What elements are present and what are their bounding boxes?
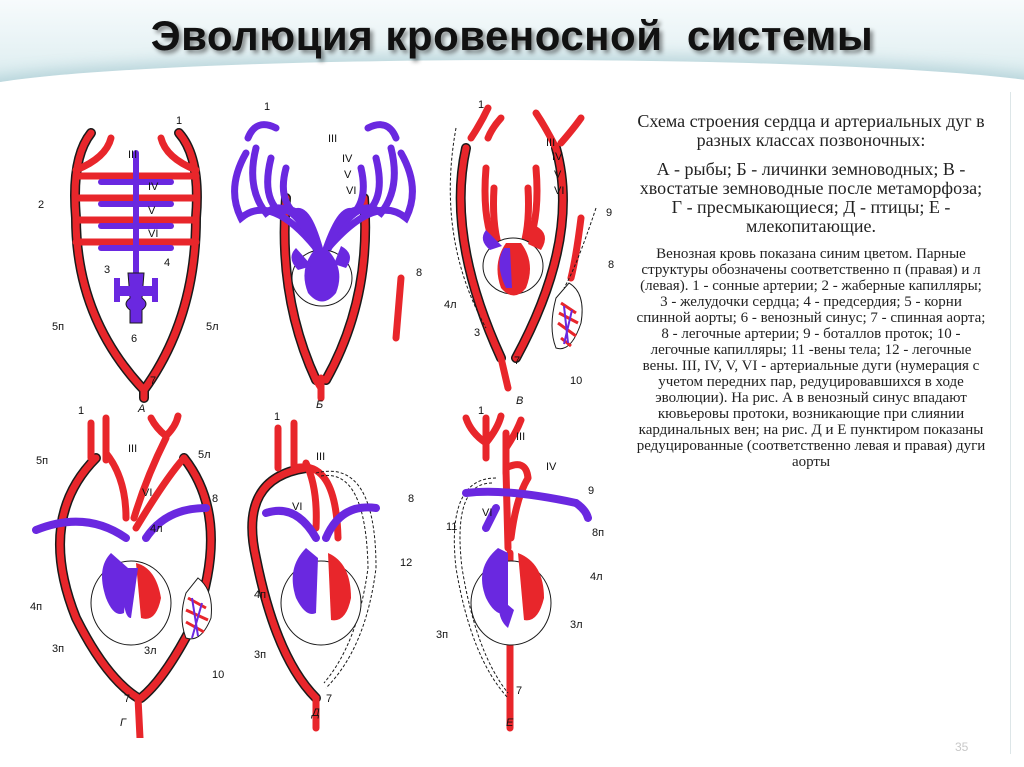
- label-g-10: 10: [212, 669, 225, 681]
- label-a-1: 1: [176, 115, 183, 127]
- label-g-8: 8: [212, 493, 219, 505]
- panel-e: [436, 405, 604, 729]
- label-d-12: 12: [400, 557, 413, 569]
- label-d-VI: VI: [292, 501, 303, 513]
- label-g-7: 7: [124, 693, 131, 705]
- heart-arches-diagram: [16, 98, 626, 738]
- label-e-7: 7: [516, 685, 523, 697]
- label-b-1: 1: [264, 101, 271, 113]
- panel-v: [444, 99, 614, 407]
- label-b-VI: VI: [346, 185, 357, 197]
- label-d-7: 7: [326, 693, 333, 705]
- label-d-3p: 3п: [254, 649, 267, 661]
- caption-e: Е: [506, 717, 514, 729]
- label-v-IV: IV: [552, 151, 563, 163]
- label-a-VI: VI: [148, 228, 159, 240]
- label-v-9: 9: [606, 207, 613, 219]
- label-d-1: 1: [274, 411, 281, 423]
- label-g-5l: 5л: [198, 449, 211, 461]
- label-v-7: 7: [514, 355, 521, 367]
- label-v-3: 3: [474, 327, 481, 339]
- page-number: 35: [955, 740, 969, 754]
- label-a-5l: 5л: [206, 321, 219, 333]
- label-e-1: 1: [478, 405, 485, 417]
- label-b-8: 8: [416, 267, 423, 279]
- label-g-3l: 3л: [144, 645, 157, 657]
- label-b-III: III: [328, 133, 338, 145]
- label-e-III: III: [516, 431, 526, 443]
- caption-b: Б: [316, 399, 324, 411]
- label-e-VI: VI: [482, 507, 493, 519]
- caption-a: А: [138, 403, 146, 415]
- label-d-8: 8: [408, 493, 415, 505]
- caption-v: В: [516, 395, 524, 407]
- label-b-IV: IV: [342, 153, 353, 165]
- label-g-1: 1: [78, 405, 85, 417]
- label-a-3: 3: [104, 264, 111, 276]
- label-a-III: III: [128, 149, 138, 161]
- intro-paragraph: Схема строения сердца и артериальных дуг в разных классах позвоночных:: [637, 111, 985, 150]
- label-a-IV: IV: [148, 181, 159, 193]
- label-v-VI: VI: [554, 185, 565, 197]
- panel-b: [235, 101, 423, 411]
- label-e-3p: 3п: [436, 629, 449, 641]
- label-v-4l: 4л: [444, 299, 457, 311]
- label-v-V: V: [554, 169, 562, 181]
- caption-g: Г: [120, 717, 126, 729]
- label-e-IV: IV: [546, 461, 557, 473]
- label-a-2: 2: [38, 199, 45, 211]
- label-g-VI: VI: [142, 487, 153, 499]
- label-g-3p: 3п: [52, 643, 65, 655]
- label-a-6: 6: [131, 333, 138, 345]
- label-e-3l: 3л: [570, 619, 583, 631]
- label-e-8p: 8п: [592, 527, 605, 539]
- label-g-5p: 5п: [36, 455, 49, 467]
- header-swoosh: [0, 60, 1024, 95]
- label-d-4p: 4п: [254, 589, 267, 601]
- classes-paragraph: А - рыбы; Б - личинки земноводных; В - хвостатые земноводные после метаморфоза; Г - пресмыкающиеся; Д - птицы; Е - млекопитающие.: [639, 159, 983, 236]
- label-a-V: V: [148, 205, 156, 217]
- label-g-4p: 4п: [30, 601, 43, 613]
- label-a-7: 7: [150, 375, 157, 387]
- label-v-III: III: [546, 137, 556, 149]
- panel-d: [252, 411, 414, 728]
- label-v-1: 1: [478, 99, 485, 111]
- label-a-5p: 5п: [52, 321, 65, 333]
- legend-paragraph: Венозная кровь показана синим цветом. Парные структуры обозначены соответственно п (правая) и л (левая). 1 - сонные артерии; 2 - жаберные капилляры; 3 - желудочки сердца; 4 - предсердия; 5 - корни спинной аорты; 6 - венозный синус; 7 - спинная аорта; 8 - легочные артерии; 9 - боталлов проток; 10 - легочные капилляры; 11 -вены тела; 12 - легочные вены. III, IV, V, VI - артериальные дуги (нумерация с учетом передних пар, редуцировавшихся в ходе эволюции). На рис. А в венозный синус впадают кювьеровы протоки, возникающие при слиянии кардинальных вен; на рис. Д и Е пунктиром показаны редуцированные (соответственно левая и правая) дуги аорты: [636, 246, 986, 470]
- label-v-10: 10: [570, 375, 583, 387]
- heart-arches-figure: [16, 98, 626, 738]
- label-d-III: III: [316, 451, 326, 463]
- label-e-11: 11: [446, 521, 458, 533]
- slide-title: Эволюция кровеносной системы: [150, 12, 874, 59]
- label-e-4l: 4л: [590, 571, 603, 583]
- description-column: [636, 112, 986, 470]
- caption-d: Д: [312, 707, 320, 719]
- panel-a: [38, 115, 219, 415]
- label-g-III: III: [128, 443, 138, 455]
- label-a-4: 4: [164, 257, 171, 269]
- label-g-4l: 4л: [150, 523, 163, 535]
- label-v-8: 8: [608, 259, 615, 271]
- label-e-9: 9: [588, 485, 595, 497]
- label-b-V: V: [344, 169, 352, 181]
- panel-g: [30, 405, 224, 738]
